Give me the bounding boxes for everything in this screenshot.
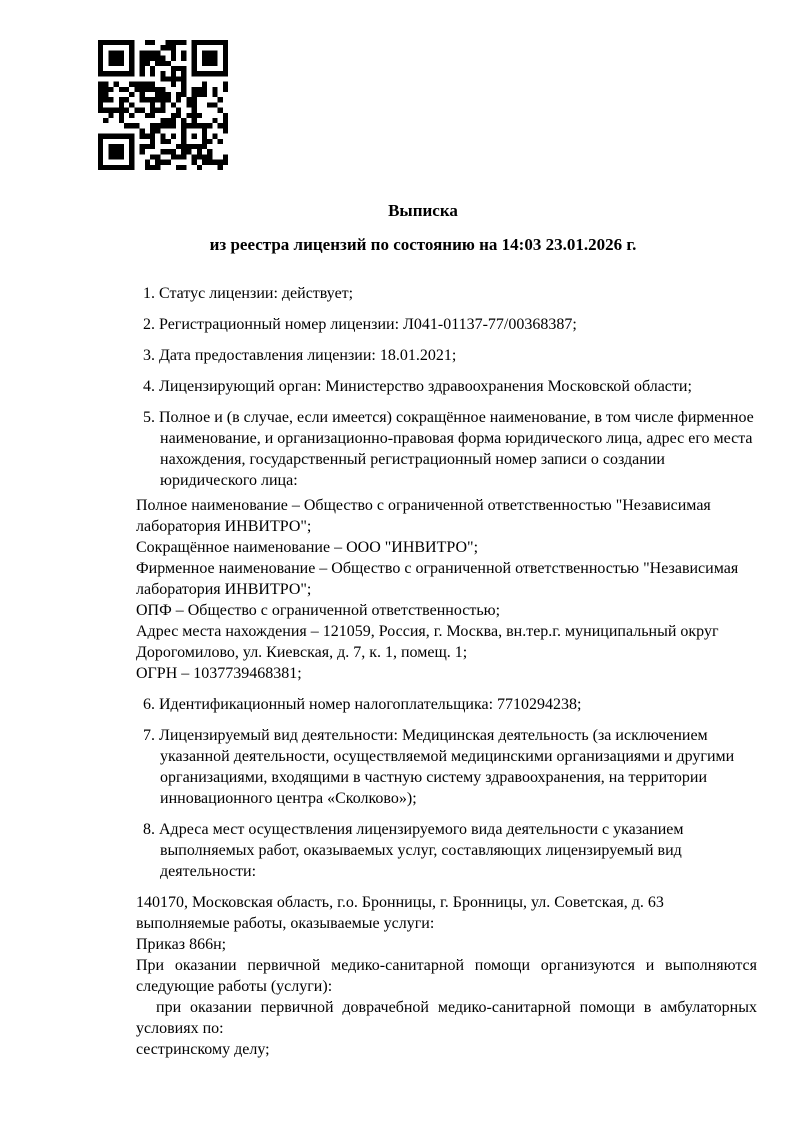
item-org-name-heading [136, 407, 757, 491]
org-ogrn: ОГРН – 1037739468381; [136, 665, 302, 682]
item-number: 1. [143, 285, 155, 302]
document-body [136, 200, 757, 1060]
item-number: 4. [143, 378, 155, 395]
item-number: 5. [143, 409, 155, 426]
works-nursing: сестринскому делу; [136, 1041, 270, 1058]
title-block [136, 200, 710, 255]
document-title: Выписка [388, 201, 458, 220]
qr-code-icon [98, 40, 228, 170]
item-number: 3. [143, 347, 155, 364]
item-registration-number [136, 314, 757, 335]
item-text: Статус лицензии: действует; [159, 285, 354, 302]
item-text: Регистрационный номер лицензии: Л041-01137-77/00368387; [159, 316, 577, 333]
org-short-name: Сокращённое наименование – ООО "ИНВИТРО"; [136, 539, 479, 556]
org-opf: ОПФ – Общество с ограниченной ответственностью; [136, 602, 501, 619]
works-intro: выполняемые работы, оказываемые услуги: [136, 915, 435, 932]
works-primary-care: При оказании первичной медико-санитарной помощи организуются и выполняются следующие работы (услуги): [136, 957, 757, 995]
item-text: Полное и (в случае, если имеется) сокращённое наименование, в том числе фирменное наименование, и организационно-правовая форма юридического лица, адрес его места нахождения, государственный регистрационный номер записи о создании юридического лица: [159, 409, 754, 489]
item-text: Лицензирующий орган: Министерство здравоохранения Московской области; [159, 378, 692, 395]
works-section [136, 892, 757, 1060]
item-licensed-activity [136, 725, 757, 809]
org-brand-name: Фирменное наименование – Общество с ограниченной ответственностью "Независимая лаборатория ИНВИТРО"; [136, 560, 739, 598]
item-number: 7. [143, 727, 155, 744]
document-subtitle: из реестра лицензий по состоянию на 14:03 23.01.2026 г. [209, 235, 637, 254]
item-license-date [136, 345, 757, 366]
item-text: Адреса мест осуществления лицензируемого вида деятельности с указанием выполняемых работ, оказываемых услуг, составляющих лицензируемый вид деятельности: [159, 821, 684, 880]
works-order: Приказ 866н; [136, 936, 227, 953]
item-text: Идентификационный номер налогоплательщика: 7710294238; [159, 696, 582, 713]
item-number: 2. [143, 316, 155, 333]
item-text: Лицензируемый вид деятельности: Медицинская деятельность (за исключением указанной деятельности, осуществляемой медицинскими организациями и другими организациями, входящими в частную систему здравоохранения, на территории инновационного центра «Сколково»); [159, 727, 735, 807]
item-number: 6. [143, 696, 155, 713]
works-address: 140170, Московская область, г.о. Бронницы, г. Бронницы, ул. Советская, д. 63 [136, 894, 664, 911]
item-licensing-authority [136, 376, 757, 397]
item-number: 8. [143, 821, 155, 838]
works-pre-medical: при оказании первичной доврачебной медико-санитарной помощи в амбулаторных условиях по: [136, 999, 757, 1037]
item-text: Дата предоставления лицензии: 18.01.2021; [159, 347, 457, 364]
item-license-status [136, 283, 757, 304]
item-activity-addresses [136, 819, 757, 882]
org-address: Адрес места нахождения – 121059, Россия, г. Москва, вн.тер.г. муниципальный округ Дорогомилово, ул. Киевская, д. 7, к. 1, помещ. 1; [136, 623, 719, 661]
organization-details [136, 495, 757, 684]
org-full-name: Полное наименование – Общество с ограниченной ответственностью "Независимая лаборатория ИНВИТРО"; [136, 497, 711, 535]
item-taxpayer-number [136, 694, 757, 715]
